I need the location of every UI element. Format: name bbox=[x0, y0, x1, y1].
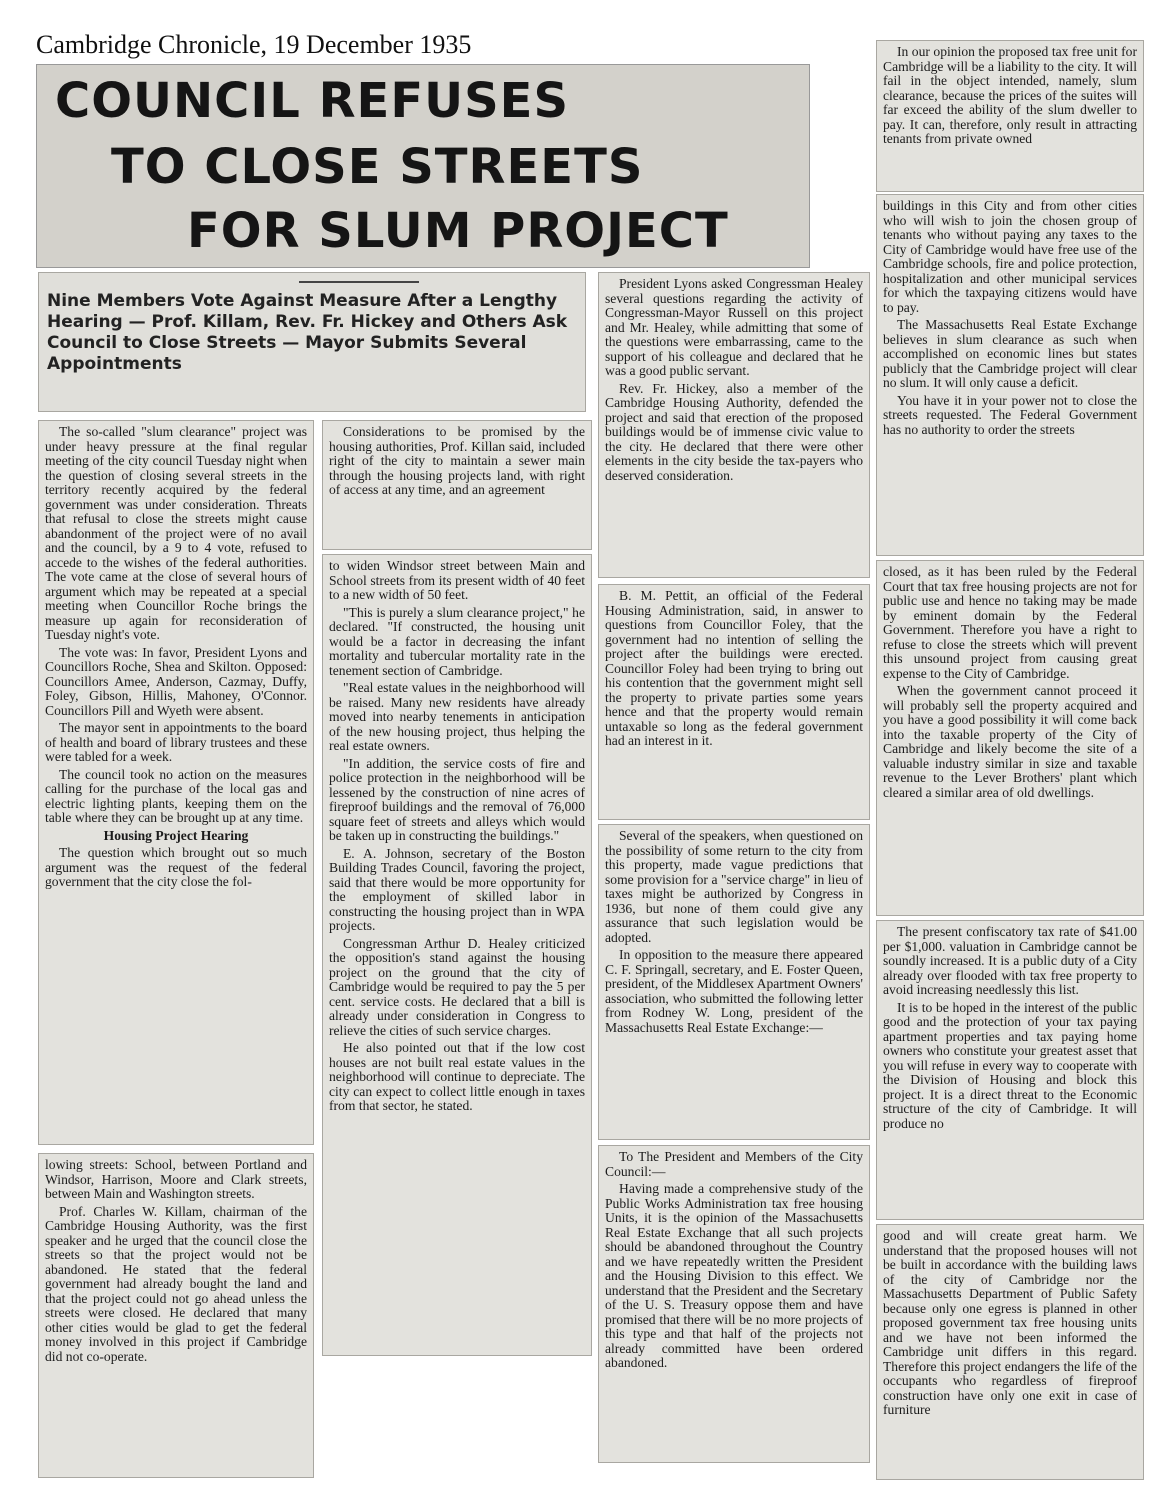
paragraph: The so-called "slum clearance" project was under heavy pressure at the final regular meeting of the city council Tuesday night when the question of closing several streets in the territory recently acquired by the federal government was under consideration. Threats that refusal to close the streets might cause abandonment of the project were of no avail and the council, by a 9 to 4 vote, refused to accede to the wishes of the federal authorities. The vote came at the close of several hours of argument which may be repeated at a special meeting when Councillor Roche brings the measure up again for reconsideration of Tuesday night's vote. bbox=[45, 424, 307, 642]
column-4-bottom bbox=[876, 1224, 1144, 1480]
paragraph: The Massachusetts Real Estate Exchange believes in slum clearance as such when accomplished on economic lines but states publicly that the Cambridge project will clear no slum. It will only cause a deficit. bbox=[883, 317, 1137, 390]
paragraph: B. M. Pettit, an official of the Federal Housing Administration, said, in answer to questions from Councillor Foley, that the government had no intention of selling the project after the buildings were erected. Councillor Foley had been trying to bring out his contention that the government might sell the property to private parties some years hence and that the property would remain untaxable so long as the federal government had an interest in it. bbox=[605, 588, 863, 748]
column-3-letter bbox=[598, 1145, 870, 1463]
paragraph: "In addition, the service costs of fire and police protection in the neighborhood will be lessened by the construction of nine acres of fireproof buildings and the removal of 76,000 square feet of streets and alleys which would be taken up in constructing the buildings." bbox=[329, 755, 585, 843]
paragraph: "Real estate values in the neighborhood will be raised. Many new residents have already moved into nearby tenements in anticipation of the new housing project, thus helping the real estate owners. bbox=[329, 680, 585, 753]
paragraph: The vote was: In favor, President Lyons and Councillors Roche, Shea and Skilton. Opposed: Councillors Amee, Anderson, Cazmay, Duffy, Foley, Gibson, Hillis, Mahoney, O'Connor. Councillors Pill and Wyeth were absent. bbox=[45, 644, 307, 718]
column-4-tax-rate bbox=[876, 920, 1144, 1220]
column-1-top bbox=[38, 420, 314, 1145]
paragraph: The council took no action on the measures calling for the purchase of the local gas and electric lighting plants, keeping them on the table where they can be brought up at any time. bbox=[45, 766, 307, 825]
paragraph: "This is purely a slum clearance project," he declared. "If constructed, the housing unit would be a factor in decreasing the infant mortality and tubercular mortality rate in the tenement section of Cambridge. bbox=[329, 604, 585, 678]
paragraph: Prof. Charles W. Killam, chairman of the Cambridge Housing Authority, was the first speaker and he urged that the council close the streets so that the project would not be abandoned. He stated that the federal government had already bought the land and that the project could not go ahead unless the streets were closed. He declared that many other cities would be glad to get the federal money involved in this project if Cambridge did not co-operate. bbox=[45, 1203, 307, 1364]
column-3-speakers bbox=[598, 824, 870, 1140]
paragraph: Rev. Fr. Hickey, also a member of the Cambridge Housing Authority, defended the project and said that erection of the proposed buildings would be of immense civic value to the city. He declared that there were other elements in the city beside the tax-payers who deserved consideration. bbox=[605, 380, 863, 483]
paragraph: Congressman Arthur D. Healey criticized the opposition's stand against the housing project on the ground that the city of Cambridge would be required to pay the 5 per cent. service costs. He declared that a bill is already under consideration in Congress to relieve the cities of such service charges. bbox=[329, 935, 585, 1038]
section-subhead: Housing Project Hearing bbox=[103, 827, 249, 843]
paragraph: The present confiscatory tax rate of $41.00 per $1,000. valuation in Cambridge cannot be soundly increased. It is a public duty of a City already over flooded with tax free property to avoid increasing needlessly this list. bbox=[883, 924, 1137, 997]
paragraph: to widen Windsor street between Main and School streets from its present width of 40 feet to a new width of 50 feet. bbox=[329, 558, 585, 602]
paragraph: It is to be hoped in the interest of the public good and the protection of your tax paying apartment properties and tax paying home owners who constitute your greatest asset that you will refuse in every way to cooperate with the Division of Housing and block this project. It is a direct threat to the Economic structure of the city of Cambridge. It will produce no bbox=[883, 999, 1137, 1131]
column-3-pettit bbox=[598, 584, 870, 820]
column-3-top bbox=[598, 272, 870, 578]
paragraph: E. A. Johnson, secretary of the Boston Building Trades Council, favoring the project, said that there would be more opportunity for the employment of skilled labor in constructing the housing project than in WPA projects. bbox=[329, 845, 585, 933]
subheadline-deck bbox=[38, 272, 586, 412]
paragraph: Several of the speakers, when questioned on the possibility of some return to the city from this property, made vague predictions that some provision for a "service charge" in lieu of taxes might be authorized by Congress in 1936, but none of them could give any assurance that such legislation would be adopted. bbox=[605, 828, 863, 945]
column-2-main bbox=[322, 554, 592, 1356]
headline-block bbox=[36, 64, 810, 268]
column-4-top bbox=[876, 40, 1144, 192]
column-2-top bbox=[322, 420, 592, 550]
deck-rule bbox=[299, 281, 419, 283]
headline-line-3: FOR SLUM PROJECT bbox=[187, 203, 729, 259]
paragraph: buildings in this City and from other cities who will wish to join the chosen group of tenants who without paying any taxes to the City of Cambridge would have free use of the Cambridge schools, fire and police protection, hospitalization and other municipal services for which the taxpaying citizens would have to pay. bbox=[883, 198, 1137, 315]
paragraph: In opposition to the measure there appeared C. F. Springall, secretary, and E. Foster Queen, president, of the Middlesex Apartment Owners' association, who submitted the following letter from Rodney W. Long, president of the Massachusetts Real Estate Exchange:— bbox=[605, 947, 863, 1035]
paragraph: The mayor sent in appointments to the board of health and board of library trustees and these were tabled for a week. bbox=[45, 720, 307, 764]
headline-line-2: TO CLOSE STREETS bbox=[111, 139, 644, 195]
paragraph: Considerations to be promised by the housing authorities, Prof. Killan said, included right of the city to maintain a sewer main through the housing projects land, with right of access at any time, and an agreement bbox=[329, 424, 585, 497]
letter-salutation: To The President and Members of the City Council:— bbox=[605, 1149, 863, 1179]
paragraph: When the government cannot proceed it will probably sell the property acquired and you have a good possibility it will come back into the taxable property of the City of Cambridge and likely become the site of a valuable industry similar in size and taxable revenue to the Lever Brothers' plant which cleared a similar area of old dwellings. bbox=[883, 683, 1137, 800]
paragraph: lowing streets: School, between Portland and Windsor, Harrison, Moore and Clark streets, between Main and Washington streets. bbox=[45, 1157, 307, 1201]
paragraph: He also pointed out that if the low cost houses are not built real estate values in the neighborhood will continue to depreciate. The city can expect to collect little enough in taxes from that sector, he stated. bbox=[329, 1040, 585, 1113]
clipping-caption: Cambridge Chronicle, 19 December 1935 bbox=[36, 30, 472, 59]
column-4-middle bbox=[876, 560, 1144, 916]
paragraph: In our opinion the proposed tax free unit for Cambridge will be a liability to the city. It will fail in the object intended, namely, slum clearance, because the prices of the suites will far exceed the ability of the slum dweller to pay. It can, therefore, only result in attracting tenants from private owned bbox=[883, 44, 1137, 146]
headline-line-1: COUNCIL REFUSES bbox=[55, 73, 570, 129]
paragraph: You have it in your power not to close the streets requested. The Federal Government has no authority to order the streets bbox=[883, 392, 1137, 437]
paragraph: Having made a comprehensive study of the Public Works Administration tax free housing Units, it is the opinion of the Massachusetts Real Estate Exchange that all such projects should be abandoned throughout the Country and we have repeatedly written the President and the Housing Division to this effect. We understand that the President and the Secretary of the U. S. Treasury oppose them and have promised that there will be no more projects of this type and that half of the projects not already committed have been ordered abandoned. bbox=[605, 1181, 863, 1370]
paragraph: good and will create great harm. We understand that the proposed houses will not be built in accordance with the building laws of the city of Cambridge nor the Massachusetts Department of Public Safety because only one egress is planned in other proposed government tax free housing units and we have not been informed the Cambridge unit differs in this regard. Therefore this project endangers the life of the occupants who regardless of fireproof construction have only one exit in case of furniture bbox=[883, 1228, 1137, 1417]
paragraph: closed, as it has been ruled by the Federal Court that tax free housing projects are not for public use and hence no taking may be made by eminent domain by the Federal Government. Therefore you have a right to refuse to close the streets which will prevent this unsound project from causing great expense to the City of Cambridge. bbox=[883, 564, 1137, 681]
column-4-upper bbox=[876, 194, 1144, 556]
deck-text: Nine Members Vote Against Measure After a Lengthy Hearing — Prof. Killam, Rev. Fr. Hickey and Others Ask Council to Close Streets — Mayor Submits Several Appointments bbox=[47, 291, 568, 374]
column-1-bottom bbox=[38, 1153, 314, 1478]
paragraph: The question which brought out so much argument was the request of the federal government that the city close the fol- bbox=[45, 845, 307, 889]
paragraph: President Lyons asked Congressman Healey several questions regarding the activity of Congressman-Mayor Russell on this project and Mr. Healey, while admitting that some of the questions were embarrassing, came to the support of his colleague and declared that he was a good public servant. bbox=[605, 276, 863, 378]
